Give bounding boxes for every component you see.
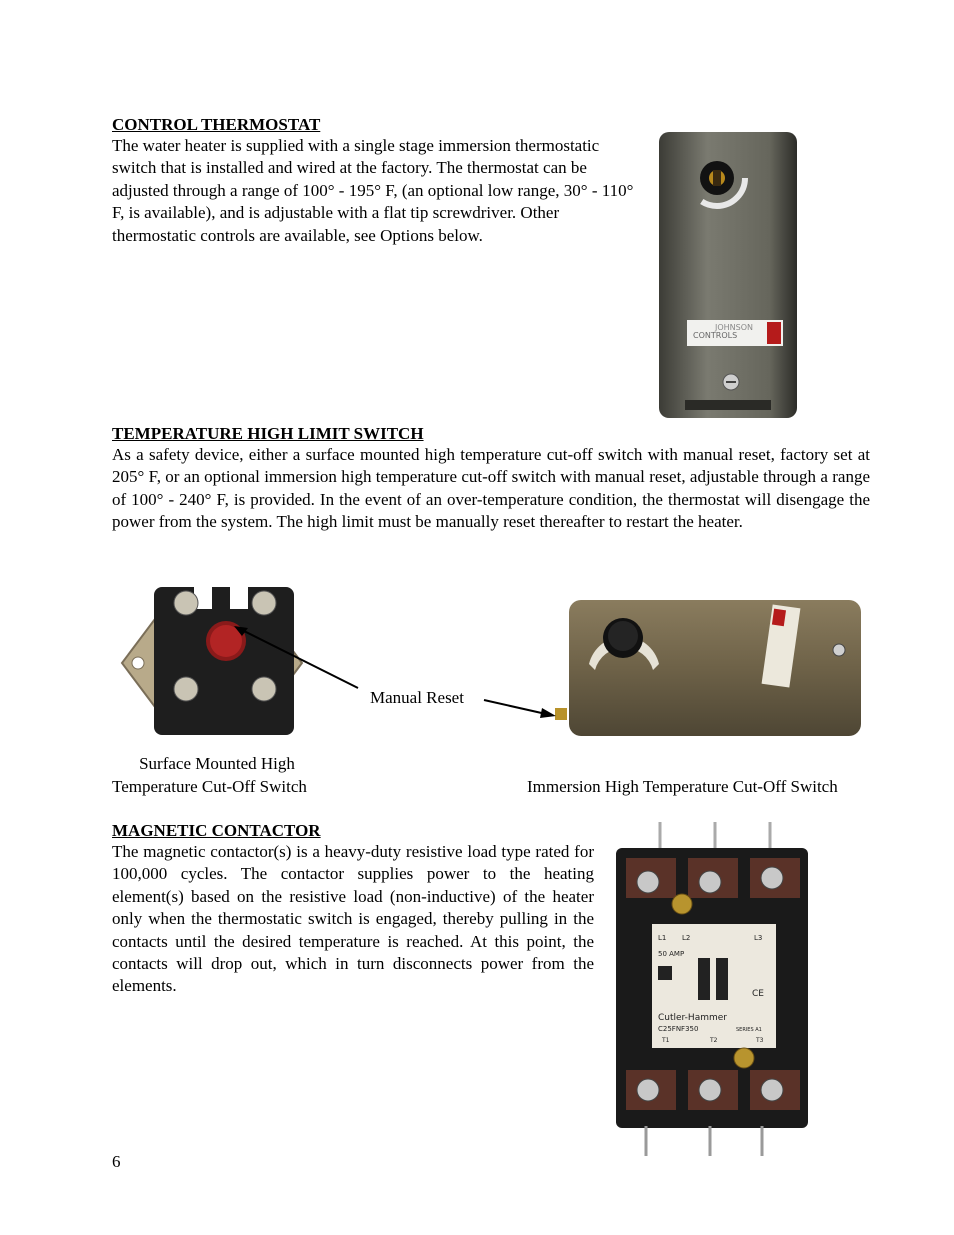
- surface-caption-line2: Temperature Cut-Off Switch: [112, 777, 307, 796]
- contactor-label-ce: CE: [752, 989, 764, 999]
- manual-reset-callout: Manual Reset: [370, 688, 464, 707]
- high-limit-heading: TEMPERATURE HIGH LIMIT SWITCH: [112, 424, 424, 443]
- thermostat-label-text-1: JOHNSON: [715, 323, 754, 332]
- control-thermostat-body: The water heater is supplied with a single stage immersion thermostatic switch that is installed and wired at the factory. The thermostat can be adjusted through a range of 100° - 195° F, (an optional low range, 30° - 110° F, is available), and is adjustable with a flat tip screwdriver. Other thermostatic controls are available, see Options below.: [112, 136, 634, 245]
- contactor-label-amp: 50 AMP: [658, 950, 685, 958]
- contactor-label-l2: L2: [682, 934, 691, 942]
- contactor-label-model: C25FNF350: [658, 1025, 699, 1033]
- contactor-label-brand: Cutler-Hammer: [658, 1013, 727, 1023]
- surface-caption-line1: Surface Mounted High: [139, 754, 295, 773]
- magnetic-contactor-body: The magnetic contactor(s) is a heavy-duty resistive load type rated for 100,000 cycles. The contactor supplies power to the heating element(s) based on the resistive load (non-inductive) of the heater only when the thermostatic switch is engaged, thereby pulling in the contacts until the desired temperature is reached. At this point, the contacts will drop out, which in turn disconnects power from the elements.: [112, 842, 594, 996]
- contactor-label-l3: L3: [754, 934, 763, 942]
- arrow-to-surface-reset: [238, 628, 358, 688]
- arrow-to-immersion-reset: [484, 700, 546, 714]
- immersion-cutoff-switch-image: [555, 598, 865, 738]
- contactor-label-t3: T3: [756, 1037, 764, 1044]
- contactor-label-t2: T2: [710, 1037, 718, 1044]
- control-thermostat-heading: CONTROL THERMOSTAT: [112, 115, 321, 134]
- magnetic-contactor-heading: MAGNETIC CONTACTOR: [112, 821, 321, 840]
- high-limit-body: As a safety device, either a surface mounted high temperature cut-off switch with manual reset, factory set at 205° F, or an optional immersion high temperature cut-off switch with manual reset, adjustable through a range of 100° - 240° F, is provided. In the event of an over-temperature condition, the thermostat will disengage the power from the system. The high limit must be manually reset thereafter to restart the heater.: [112, 445, 870, 532]
- contactor-label-l1: L1: [658, 934, 667, 942]
- control-thermostat-image: [655, 130, 801, 420]
- magnetic-contactor-image: [612, 820, 812, 1160]
- page-number: 6: [112, 1152, 121, 1171]
- thermostat-label-text-2: CONTROLS: [693, 331, 738, 340]
- contactor-label-series: SERIES A1: [736, 1027, 762, 1033]
- immersion-caption: Immersion High Temperature Cut-Off Switch: [527, 777, 838, 796]
- contactor-label-t1: T1: [662, 1037, 670, 1044]
